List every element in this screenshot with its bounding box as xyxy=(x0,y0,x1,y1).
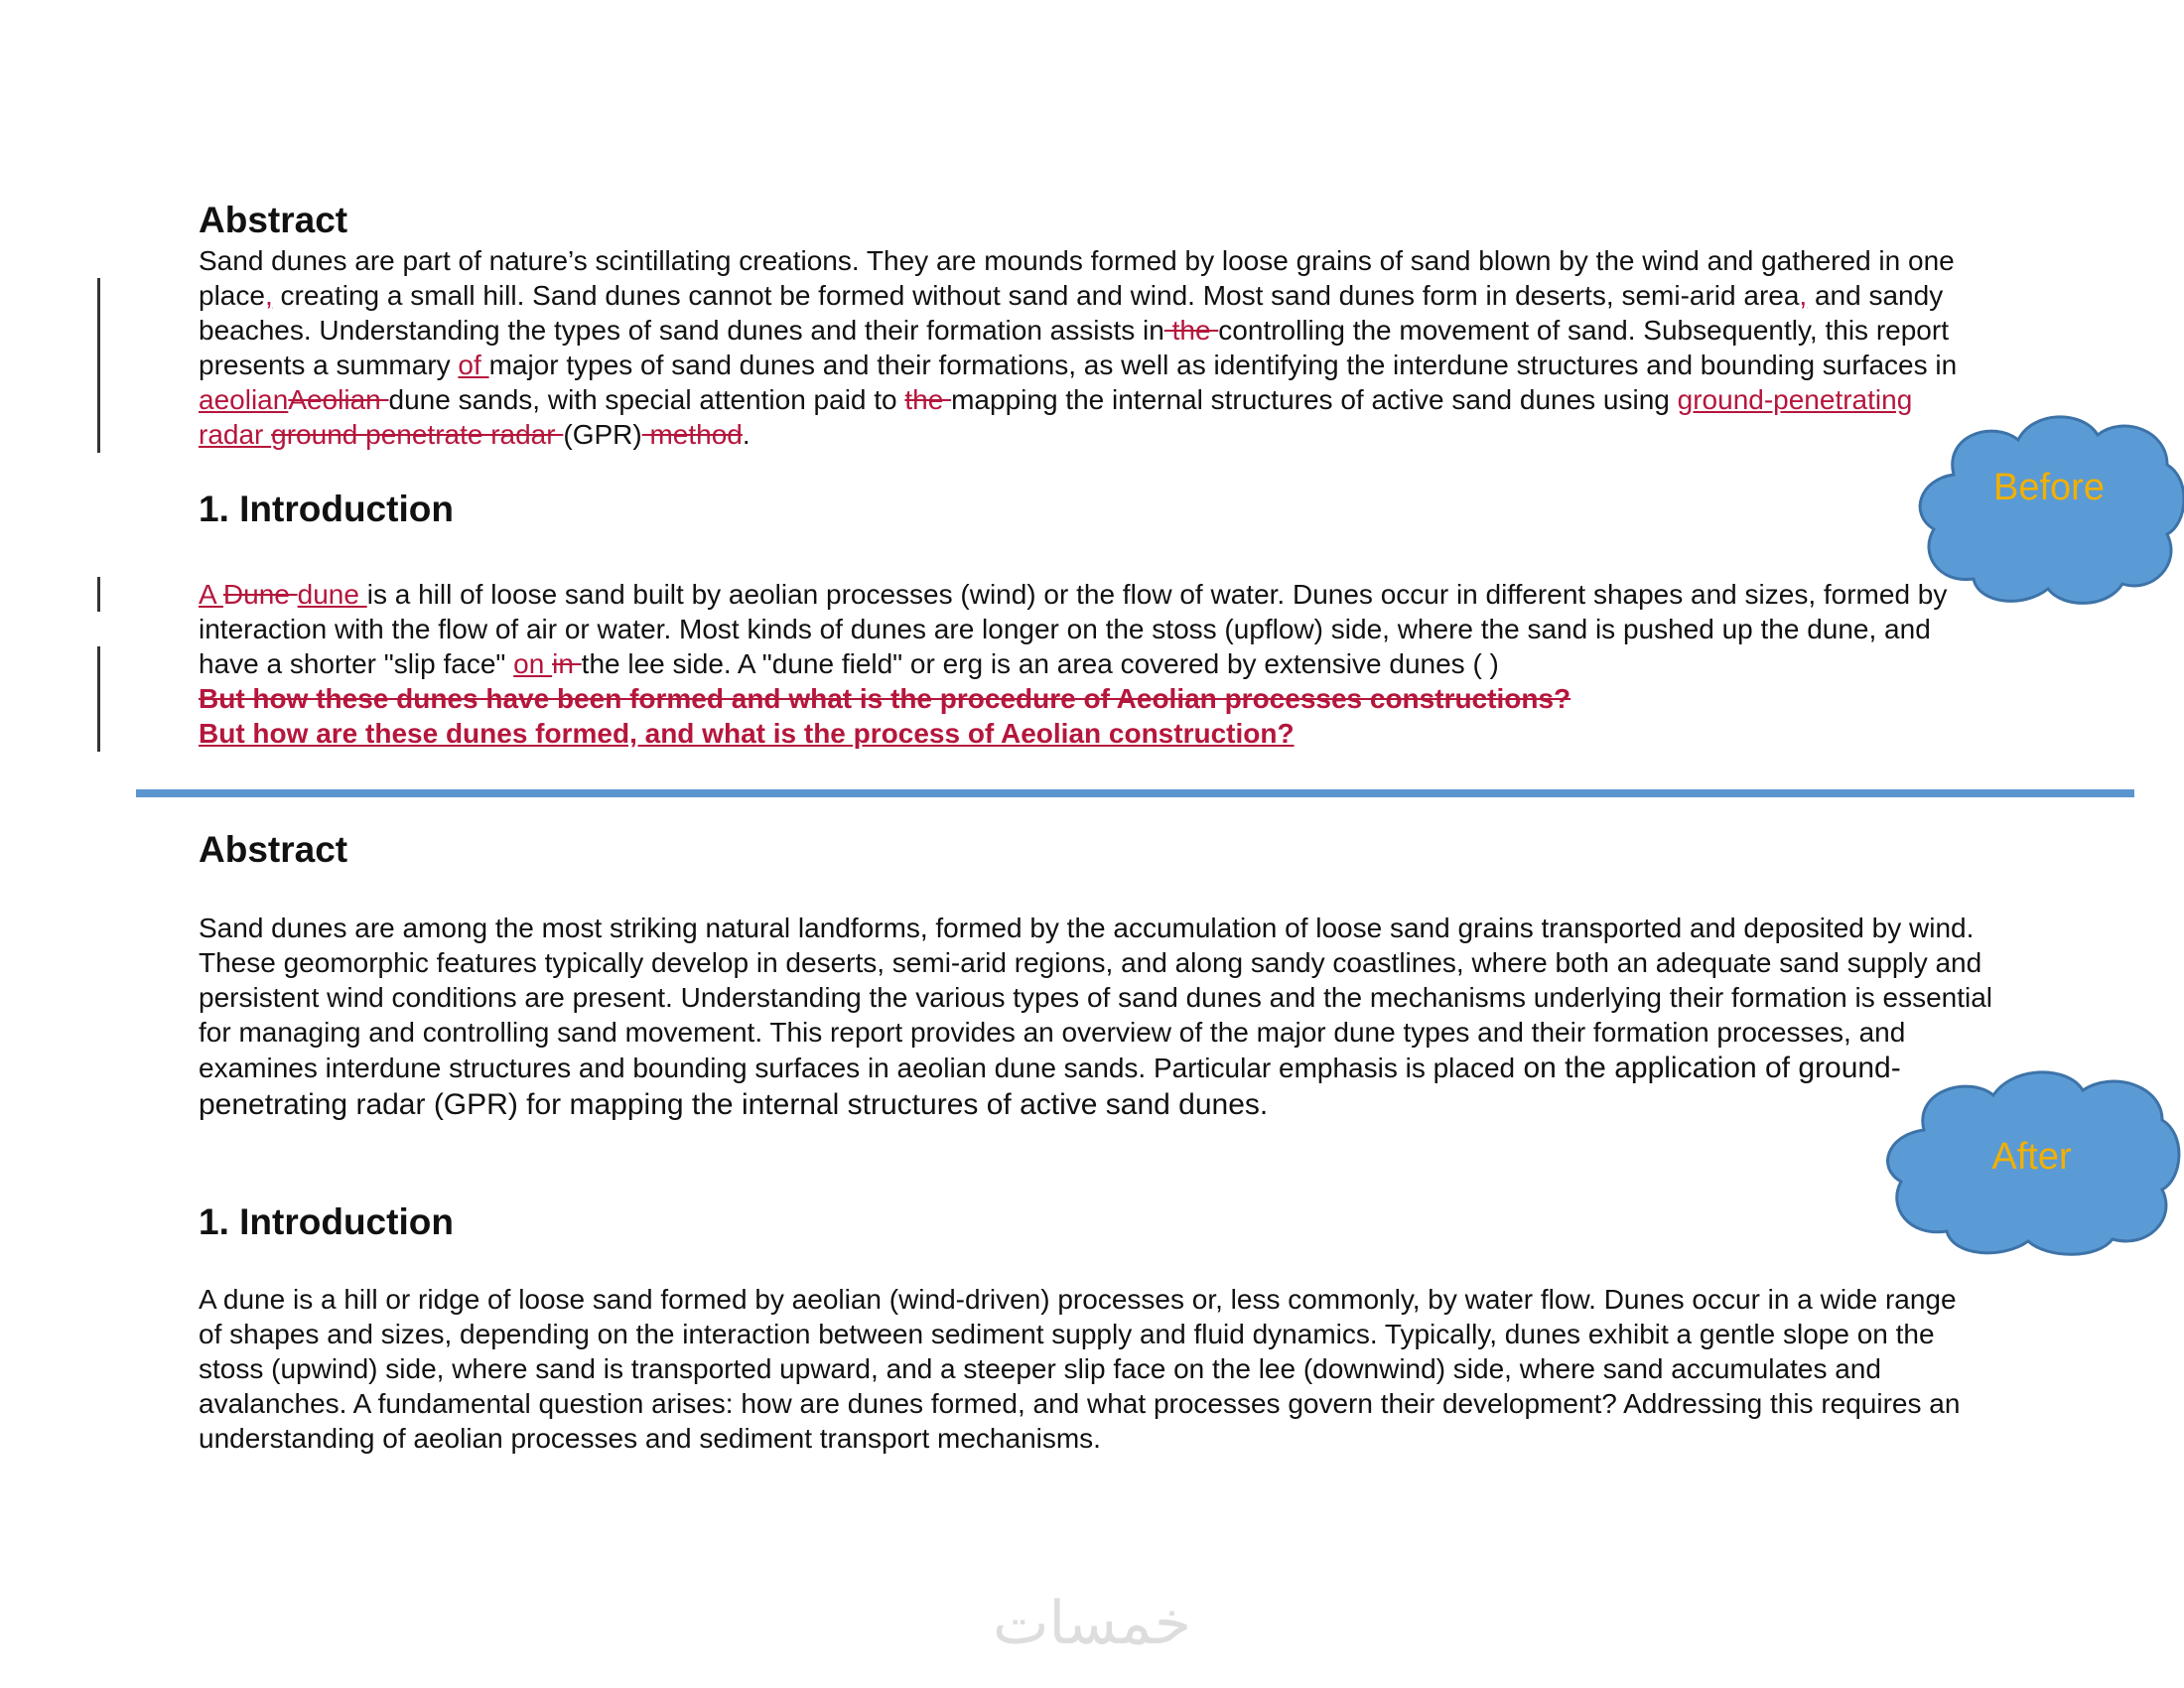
before-abstract-text xyxy=(199,243,1980,452)
inserted-text: , xyxy=(1799,280,1808,311)
text-run: mapping the internal structures of active sand dunes using xyxy=(951,384,1678,415)
inserted-text: of xyxy=(458,350,489,380)
before-cloud xyxy=(1914,405,2184,609)
inserted-text: dune xyxy=(297,579,367,610)
inserted-text: ground-penetrating radar xyxy=(199,384,1913,450)
deleted-text: Dune xyxy=(222,579,298,610)
before-abstract-heading: Abstract xyxy=(199,200,348,240)
after-label: After xyxy=(1991,1136,2072,1178)
after-intro-heading: 1. Introduction xyxy=(199,1201,454,1242)
after-abstract-heading: Abstract xyxy=(199,829,348,870)
text-run: the lee side. A "dune field" or erg is an area covered by extensive dunes ( ) xyxy=(581,648,1499,679)
inserted-text: A xyxy=(199,579,223,610)
text-run: Sand dunes are part of nature’s scintillating creations. They are mounds formed by loose grains of sand blown by the wind and gathered in one place xyxy=(199,245,1955,311)
text-run: controlling the movement of sand. Subsequently, this report presents a summary xyxy=(199,315,1949,380)
change-bar xyxy=(97,646,100,752)
text-run: (GPR) xyxy=(563,419,642,450)
after-abstract-part-a: Sand dunes are among the most striking natural landforms, formed by the accumulation of loose sand grains transported and deposited by wind. These geomorphic features typically develop in deserts, semi-arid regions, and along sandy coastlines, where both an adequate sand supply and persistent wind conditions are present. Understanding the various types of sand dunes and the mechanisms underlying their formation is essential for managing and controlling sand movement. This report provides an overview of the major dune types and their formation processes, and examines interdune structures and bounding surfaces in aeolian dune sands. Particular emphasis is placed xyxy=(199,913,1993,1083)
text-run: major types of sand dunes and their formations, as well as identifying the interdune structures and bounding surfaces in xyxy=(488,350,1958,380)
deleted-question: But how these dunes have been formed and what is the procedure of Aeolian processes constructions? xyxy=(199,683,1571,714)
text-run: is a hill of loose sand built by aeolian processes (wind) or the flow of water. Dunes occur in different shapes and sizes, formed by interaction with the flow of air or water. Most kinds of dunes are longer on the stoss (upflow) side, where the sand is pushed up the dune, and have a shorter "slip face" xyxy=(199,579,1948,679)
inserted-question: But how are these dunes formed, and what is the process of Aeolian construction? xyxy=(199,718,1295,749)
before-label: Before xyxy=(1993,467,2105,508)
before-intro-text xyxy=(199,577,1980,681)
inserted-text: , xyxy=(264,280,273,311)
after-abstract-text xyxy=(199,911,2015,1123)
after-intro-text: A dune is a hill or ridge of loose sand formed by aeolian (wind-driven) processes or, less commonly, by water flow. Dunes occur in a wide range of shapes and sizes, depending on the interaction between sediment supply and fluid dynamics. Typically, dunes exhibit a gentle slope on the stoss (upwind) side, where sand is transported upward, and a steeper slip face on the lee (downwind) side, where sand accumulates and avalanches. A fundamental question arises: how are dunes formed, and what processes govern their development? Addressing this requires an understanding of aeolian processes and sediment transport mechanisms. xyxy=(199,1284,1961,1454)
before-intro-heading: 1. Introduction xyxy=(199,489,454,529)
change-bar xyxy=(97,278,100,453)
deleted-text: the xyxy=(1163,315,1219,346)
text-run: . xyxy=(742,419,751,450)
deleted-text: the xyxy=(904,384,952,415)
deleted-text: in xyxy=(552,648,582,679)
deleted-text: Aeolian xyxy=(288,384,389,415)
change-bar xyxy=(97,577,100,612)
after-cloud xyxy=(1879,1060,2184,1259)
text-run: and sandy beaches. Understanding the types of sand dunes and their formation assists in xyxy=(199,280,1944,346)
after-abstract-part-b: on the application of ground-penetrating radar (GPR) for mapping the internal structures of active sand dunes. xyxy=(199,1052,1901,1121)
text-run: creating a small hill. Sand dunes cannot be formed without sand and wind. Most sand dunes form in deserts, semi-arid area xyxy=(272,280,1800,311)
deleted-text: method xyxy=(641,419,743,450)
section-divider xyxy=(136,789,2134,797)
watermark-logo: خمسات xyxy=(992,1589,1192,1658)
inserted-text: aeolian xyxy=(199,384,289,415)
inserted-text: on xyxy=(513,648,553,679)
text-run: dune sands, with special attention paid to xyxy=(388,384,905,415)
deleted-text: ground penetrate radar xyxy=(271,419,564,450)
